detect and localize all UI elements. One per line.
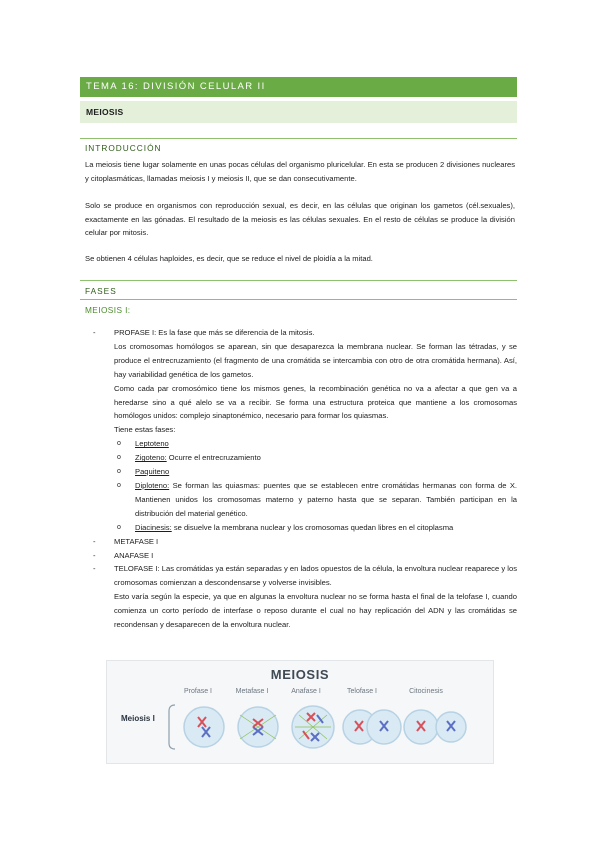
cell-profase bbox=[184, 707, 224, 747]
list-item-metafase: - METAFASE I bbox=[93, 536, 159, 546]
row-bracket-icon bbox=[169, 705, 175, 749]
cell-citocinesis-2 bbox=[436, 712, 466, 742]
fases-rule bbox=[80, 280, 517, 281]
phase-label-profase: Profase I bbox=[183, 688, 212, 695]
meiosis-figure bbox=[106, 660, 494, 764]
intro-paragraph-2: Solo se produce en organismos con reproducción sexual, es decir, en las células que originan los gametos (cél.sexuales), exactamente en las gónadas. El resultado de la meiosis es las células sexuales. En el resto de células se produce la división celular por mitosis. bbox=[85, 201, 515, 237]
profase-title: PROFASE I: Es la fase que más se diferencia de la mitosis. bbox=[114, 328, 315, 337]
stage-item: o Zigoteno: Ocurre el entrecruzamiento bbox=[117, 453, 261, 463]
intro-heading: INTRODUCCIÓN bbox=[85, 143, 162, 153]
topic-subtitle: MEIOSIS bbox=[80, 101, 517, 123]
profase-paragraph-1: Los cromosomas homólogos se aparean, sin que desaparezca la membrana nuclear. Se forman las tétradas, y se produce el entrecruzamiento (el fragmento de una cromátida se intercambia con otro de otra cromátida hermana). Así, hay variabilidad genética de los gametos. bbox=[114, 341, 517, 379]
intro-paragraph-3: Se obtienen 4 células haploides, es decir, que se reduce el nivel de ploidía a la mitad. bbox=[85, 254, 373, 263]
telofase-paragraph-2: Esto varía según la especie, ya que en algunas la envoltura nuclear no se forma hasta el final de la telofase I, cuando comienza un corto período de interfase o reposo durante el cual no hay replicación del ADN y las cromátidas se recondensan y desaparecen de la envoltura nuclear. bbox=[114, 592, 517, 630]
figure-title: MEIOSIS bbox=[270, 667, 330, 682]
cell-citocinesis-1 bbox=[404, 710, 438, 744]
list-item-telofase: - TELOFASE I: Las cromátidas ya están separadas y en lados opuestos de la célula, la envoltura nuclear reaparece y los cromosomas comienzan a descondensarse y volverse invisibles. Esto varía según la especie, ya que en algunas la envoltura nuclear no se forma hasta el final de la telofase I, cuando comienza un corto período de interfase o reposo durante el cual no hay replicación del ADN y las cromátidas se recondensan y desaparecen de la envoltura nuclear. bbox=[85, 562, 517, 632]
stage-item: o Diacinesis: se disuelve la membrana nuclear y los cromosomas quedan libres en el citoplasma bbox=[117, 522, 454, 532]
list-item-anafase: - ANAFASE I bbox=[93, 550, 154, 560]
fases-heading: FASES bbox=[85, 286, 117, 296]
phases-list bbox=[85, 326, 517, 632]
stage-item: o Leptoteno bbox=[117, 439, 169, 449]
fases-rule-bottom bbox=[80, 299, 517, 300]
phase-label-metafase: Metafase I bbox=[235, 688, 269, 695]
profase-paragraph-3: Tiene estas fases: bbox=[114, 425, 176, 435]
topic-title: TEMA 16: DIVISIÓN CELULAR II bbox=[80, 77, 517, 97]
intro-paragraph-1: La meiosis tiene lugar solamente en unas pocas células del organismo pluricelular. En esta se producen 2 divisiones nucleares y citoplasmáticas, llamadas meiosis I y meiosis II, que se dan consecutivamente. bbox=[85, 160, 515, 183]
stage-item: o Paquiteno bbox=[117, 467, 170, 477]
cell-telofase bbox=[343, 710, 401, 744]
cell-anafase bbox=[292, 706, 334, 748]
meiosis-cells-illustration bbox=[167, 701, 467, 753]
list-item-profase: - PROFASE I: Es la fase que más se diferencia de la mitosis. Los cromosomas homólogos se aparean, sin que desaparezca la membrana nuclear. Se forman las tétradas, y se produce el entrecruzamiento (el fragmento de una cromátida se intercambia con otro de otra cromátida hermana). Así, hay variabilidad genética de los gametos. Como cada par cromosómico tiene los mismos genes, la recombinación genética no va a afectar a que gen va a heredarse sino a qué alelo se va a recibir. Se forma una estructura proteica que mantiene a los cromosomas homólogos unidos: complejo sinaptonémico, necesario para formar los quiasmas. Tiene estas fases: o Leptoteno o Zigoteno: Ocurre el entrecruzamiento o Paquiteno o Diploteno: Se forman las quiasmas: puentes que se establecen entre cromátidas hermanas con forma de X. Mantienen unidos los cromosomas materno y paterno hasta que se separan. También participan en la distribución del material genético. o Diacinesis: se disuelve la membrana nuclear y los cromosomas quedan libres en el citoplasma bbox=[85, 326, 517, 535]
row-label: Meiosis I bbox=[121, 714, 155, 723]
profase-paragraph-2: Como cada par cromosómico tiene los mismos genes, la recombinación genética no va a afectar a que gen va a heredarse sino a qué alelo se va a recibir. Se forma una estructura proteica que mantiene a los cromosomas homólogos unidos: complejo sinaptonémico, necesario para formar los quiasmas. bbox=[114, 383, 517, 421]
meiosis-i-heading: MEIOSIS I: bbox=[85, 305, 131, 315]
stage-item: o Diploteno: Se forman las quiasmas: puentes que se establecen entre cromátidas hermanas con forma de X. Mantienen unidos los cromosomas materno y paterno hasta que se separan. También participan en la distribución del material genético. bbox=[117, 480, 517, 518]
phase-label-telofase: Telofase I bbox=[347, 688, 377, 695]
phase-label-anafase: Anafase I bbox=[291, 688, 321, 695]
phase-label-citocinesis: Citocinesis bbox=[409, 688, 443, 695]
telofase-paragraph-1: TELOFASE I: Las cromátidas ya están separadas y en lados opuestos de la célula, la envoltura nuclear reaparece y los cromosomas comienzan a descondensarse y volverse invisibles. bbox=[114, 564, 517, 588]
intro-rule bbox=[80, 138, 517, 139]
cell-metafase bbox=[238, 707, 278, 747]
